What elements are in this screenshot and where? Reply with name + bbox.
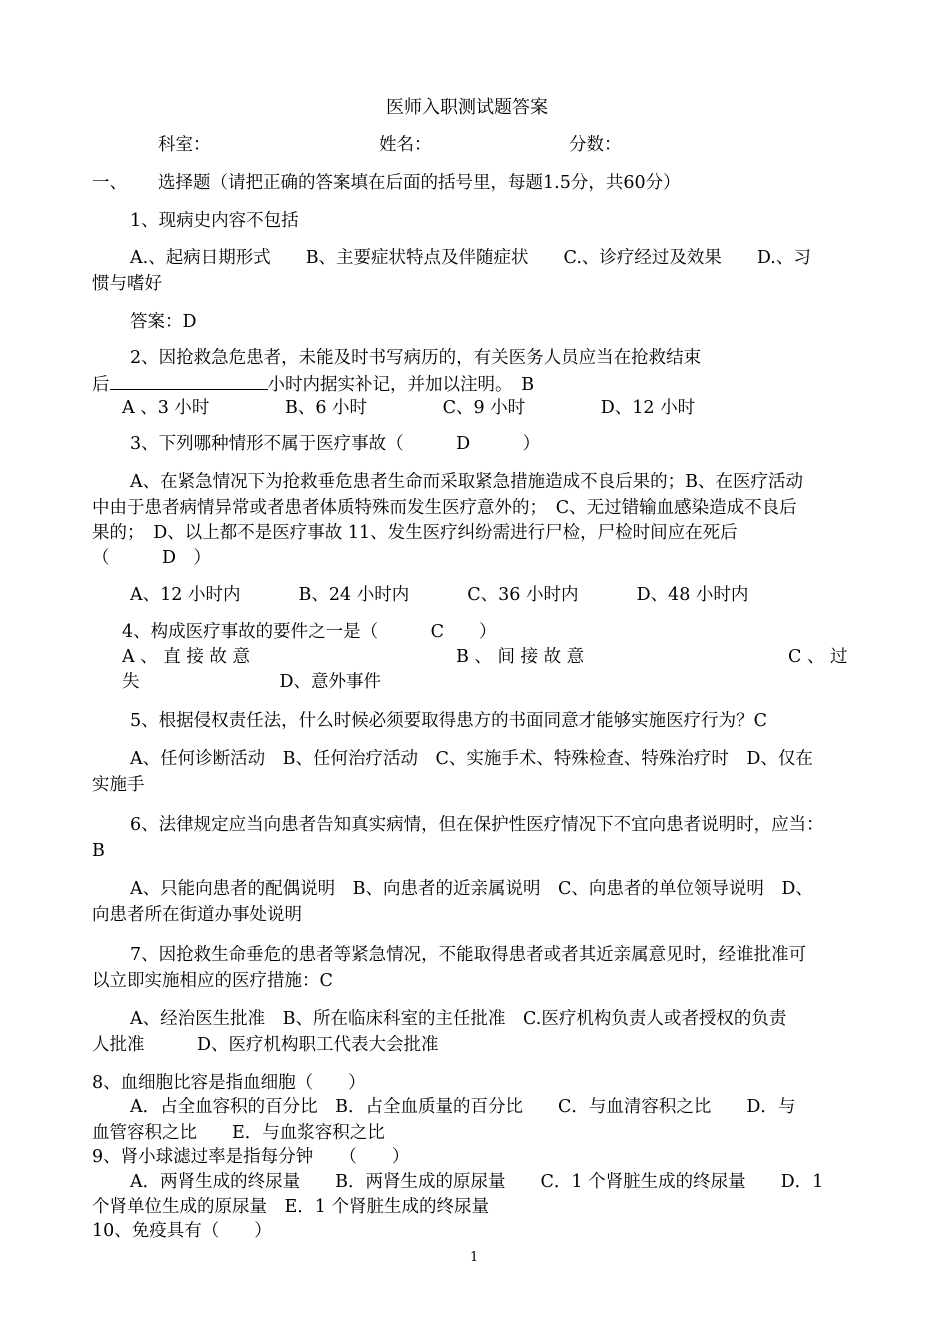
q9-options-line2: 个肾单位生成的原尿量 E．1 个肾脏生成的终尿量: [92, 1197, 489, 1217]
q6-stem-line1: 6、法律规定应当向患者告知真实病情，但在保护性医疗情况下不宜向患者说明时，应当：: [130, 815, 824, 835]
q1-answer: 答案：D: [130, 312, 197, 332]
q3-text-line3: 果的； D、以上都不是医疗事故 11、发生医疗纠纷需进行尸检，尸检时间应在死后: [92, 523, 738, 543]
section-number: 一、: [92, 173, 127, 193]
q1-options-line1: A.、起病日期形式 B、主要症状特点及伴随症状 C.、诊疗经过及效果 D.、习: [130, 248, 811, 268]
q9-options-line1: A．两肾生成的终尿量 B．两肾生成的原尿量 C．1 个肾脏生成的终尿量 D．1: [130, 1172, 824, 1192]
q4-option-b: B 、 间 接 故 意: [456, 647, 585, 667]
q10-stem: 10、免疫具有（ ）: [92, 1221, 272, 1241]
q2-stem-line2: [92, 373, 534, 396]
q2-stem-prefix: 后: [92, 375, 110, 395]
page-number: 1: [470, 1250, 479, 1265]
dept-label: 科室：: [158, 135, 211, 155]
q8-stem: 8、血细胞比容是指血细胞（ ）: [92, 1073, 366, 1093]
q7-options-line2: 人批准 D、医疗机构职工代表大会批准: [92, 1035, 439, 1055]
q4-option-c: C 、 过: [788, 647, 848, 667]
q2-options: A 、3 小时 B、6 小时 C、9 小时 D、12 小时: [122, 398, 696, 418]
q3-text-line4: （ D ）: [92, 548, 212, 568]
q7-stem-line1: 7、因抢救生命垂危的患者等紧急情况，不能取得患者或者其近亲属意见时，经谁批准可: [130, 945, 807, 965]
q2-stem-suffix: 小时内据实补记，并加以注明。 B: [267, 375, 535, 395]
q6-options-line1: A、只能向患者的配偶说明 B、向患者的近亲属说明 C、向患者的单位领导说明 D、: [130, 879, 813, 899]
q6-options-line2: 向患者所在街道办事处说明: [92, 905, 302, 925]
q9-stem: 9、肾小球滤过率是指每分钟 （ ）: [92, 1147, 410, 1167]
q6-stem-line2: B: [92, 841, 105, 861]
q7-options-line1: A、经治医生批准 B、所在临床科室的主任批准 C.医疗机构负责人或者授权的负责: [130, 1009, 787, 1029]
q3-text-line2: 中由于患者病情异常或者患者体质特殊而发生医疗意外的； C、无过错输血感染造成不良后: [92, 498, 797, 518]
q4-options-line2: 失 D、意外事件: [122, 672, 382, 692]
q3-options: A、12 小时内 B、24 小时内 C、36 小时内 D、48 小时内: [130, 585, 749, 605]
q8-options-line1: A．占全血容积的百分比 B．占全血质量的百分比 C．与血清容积之比 D．与: [130, 1097, 796, 1117]
q1-stem: 1、现病史内容不包括: [130, 211, 299, 231]
q7-stem-line2: 以立即实施相应的医疗措施：C: [92, 971, 333, 991]
q1-options-line2: 惯与嗜好: [92, 274, 162, 294]
q5-stem: 5、根据侵权责任法，什么时候必须要取得患方的书面同意才能够实施医疗行为？C: [130, 711, 768, 731]
q5-options-line2: 实施手: [92, 775, 145, 795]
q4-option-a: A 、 直 接 故 意: [122, 647, 250, 667]
score-label: 分数：: [569, 135, 622, 155]
q8-options-line2: 血管容积之比 E．与血浆容积之比: [92, 1123, 385, 1143]
q3-text-line1: A、在紧急情况下为抢救垂危患者生命而采取紧急措施造成不良后果的；B、在医疗活动: [130, 472, 803, 492]
section-heading: 选择题（请把正确的答案填在后面的括号里，每题1.5分，共60分）: [158, 173, 681, 193]
q5-options-line1: A、任何诊断活动 B、任何治疗活动 C、实施手术、特殊检查、特殊治疗时 D、仅在: [130, 749, 813, 769]
q4-stem: 4、构成医疗事故的要件之一是（ C ）: [122, 622, 497, 642]
q2-stem-line1: 2、因抢救急危患者，未能及时书写病历的，有关医务人员应当在抢救结束: [130, 348, 702, 368]
name-label: 姓名：: [379, 135, 432, 155]
blank-underline: [110, 373, 268, 390]
page-title: 医师入职测试题答案: [386, 97, 548, 118]
q3-stem: 3、下列哪种情形不属于医疗事故（ D ）: [130, 434, 541, 454]
